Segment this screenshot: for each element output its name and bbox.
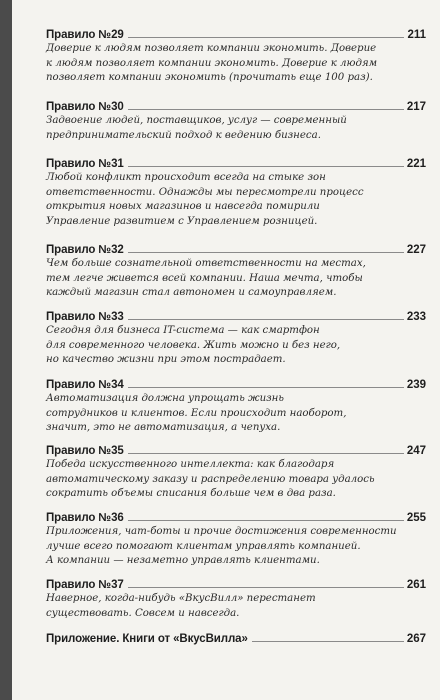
toc-entry-header <box>46 240 426 256</box>
toc-entry-header <box>46 508 426 524</box>
rule-description <box>46 592 391 621</box>
toc-entry-header <box>46 307 426 323</box>
toc-entry-header <box>46 154 426 170</box>
page-number: 227 <box>406 244 426 256</box>
page-number: 221 <box>406 158 426 170</box>
description-line: лучше всего помогают клиентам управлять компанией. <box>46 540 361 552</box>
toc-entry-rule-33 <box>46 307 426 368</box>
description-line: Доверие к людям позволяет компании экономить. Доверие <box>46 43 377 54</box>
toc-entry-rule-36 <box>46 508 426 569</box>
toc-entry-header <box>46 375 426 391</box>
description-line: открытия новых магазинов и навсегда помирили <box>46 201 320 213</box>
description-line: существовать. Совсем и навсегда. <box>46 607 240 619</box>
leader-line <box>128 520 404 521</box>
page-number: 211 <box>407 29 426 41</box>
rule-description <box>46 171 391 229</box>
page-number: 247 <box>406 445 426 457</box>
page-number: 267 <box>406 633 426 645</box>
description-line: Победа искусственного интеллекта: как благодаря <box>46 459 335 470</box>
rule-title: Правило №30 <box>46 101 124 113</box>
page-number: 261 <box>406 579 426 591</box>
rule-description <box>46 114 391 143</box>
description-line: значит, это не автоматизация, а чепуха. <box>46 422 281 434</box>
rule-title: Правило №33 <box>46 311 124 323</box>
leader-line <box>252 641 404 642</box>
description-line: автоматическому заказу и распределению товара удалось <box>46 473 375 485</box>
page-number: 217 <box>406 101 426 113</box>
leader-line <box>128 37 405 38</box>
description-line: позволяет компании экономить (прочитать еще 100 раз). <box>46 72 373 84</box>
toc-entry-rule-29 <box>46 25 426 86</box>
leader-line <box>128 252 404 253</box>
rule-description <box>46 324 391 368</box>
leader-line <box>128 109 404 110</box>
description-line: Автоматизация должна упрощать жизнь <box>46 393 284 404</box>
toc-entry-rule-32 <box>46 240 426 301</box>
rule-title: Правило №29 <box>46 29 124 41</box>
leader-line <box>128 319 404 320</box>
toc-entry-rule-35 <box>46 441 426 502</box>
description-line: А компании — незаметно управлять клиентами. <box>46 555 320 567</box>
rule-title: Правило №34 <box>46 379 124 391</box>
leader-line <box>128 387 404 388</box>
toc-entry-rule-34 <box>46 375 426 436</box>
description-line: к людям позволяет компании экономить. Доверие к людям <box>46 57 378 69</box>
leader-line <box>128 453 404 454</box>
toc-entry-rule-37 <box>46 575 426 621</box>
description-line: предпринимательский подход к ведению бизнеса. <box>46 129 321 141</box>
toc-entry-rule-31 <box>46 154 426 229</box>
description-line: Задвоение людей, поставщиков, услуг — современный <box>46 115 347 126</box>
toc-entry-header <box>46 629 426 645</box>
page-number: 255 <box>406 512 426 524</box>
description-line: Чем больше сознательной ответственности на местах, <box>46 258 366 269</box>
description-line: тем легче живется всей компании. Наша мечта, чтобы <box>46 272 363 284</box>
leader-line <box>128 587 404 588</box>
leader-line <box>128 166 404 167</box>
rule-title: Правило №31 <box>46 158 124 170</box>
rule-description <box>46 257 391 301</box>
description-line: сотрудников и клиентов. Если происходит наоборот, <box>46 407 347 419</box>
description-line: Любой конфликт происходит всегда на стыке зон <box>46 172 326 183</box>
description-line: Управление развитием с Управлением розницей. <box>46 215 318 227</box>
description-line: каждый магазин стал автономен и самоуправляем. <box>46 287 337 299</box>
book-page <box>12 0 440 700</box>
page-number: 233 <box>406 311 426 323</box>
toc-entry-header <box>46 441 426 457</box>
toc-entry-header <box>46 97 426 113</box>
rule-title: Правило №37 <box>46 579 124 591</box>
description-line: Наверное, когда-нибудь «ВкусВилл» перестанет <box>46 593 316 604</box>
description-line: Приложения, чат-боты и прочие достижения современности <box>46 526 397 537</box>
rule-title: Правило №35 <box>46 445 124 457</box>
rule-description <box>46 458 391 502</box>
rule-description <box>46 42 391 86</box>
toc-entry-header <box>46 25 426 41</box>
page-number: 239 <box>406 379 426 391</box>
description-line: ответственности. Однажды мы пересмотрели процесс <box>46 186 364 198</box>
rule-title: Правило №36 <box>46 512 124 524</box>
rule-description <box>46 392 391 436</box>
description-line: Сегодня для бизнеса IT-система — как смартфон <box>46 325 320 336</box>
toc-entry-header <box>46 575 426 591</box>
toc-entry-appendix <box>46 629 426 645</box>
rule-description <box>46 525 397 569</box>
description-line: сократить объемы списания больше чем в два раза. <box>46 488 336 500</box>
description-line: но качество жизни при этом пострадает. <box>46 354 286 366</box>
description-line: для современного человека. Жить можно и без него, <box>46 339 341 351</box>
appendix-title: Приложение. Книги от «ВкусВилла» <box>46 633 248 645</box>
rule-title: Правило №32 <box>46 244 124 256</box>
toc-entry-rule-30 <box>46 97 426 143</box>
